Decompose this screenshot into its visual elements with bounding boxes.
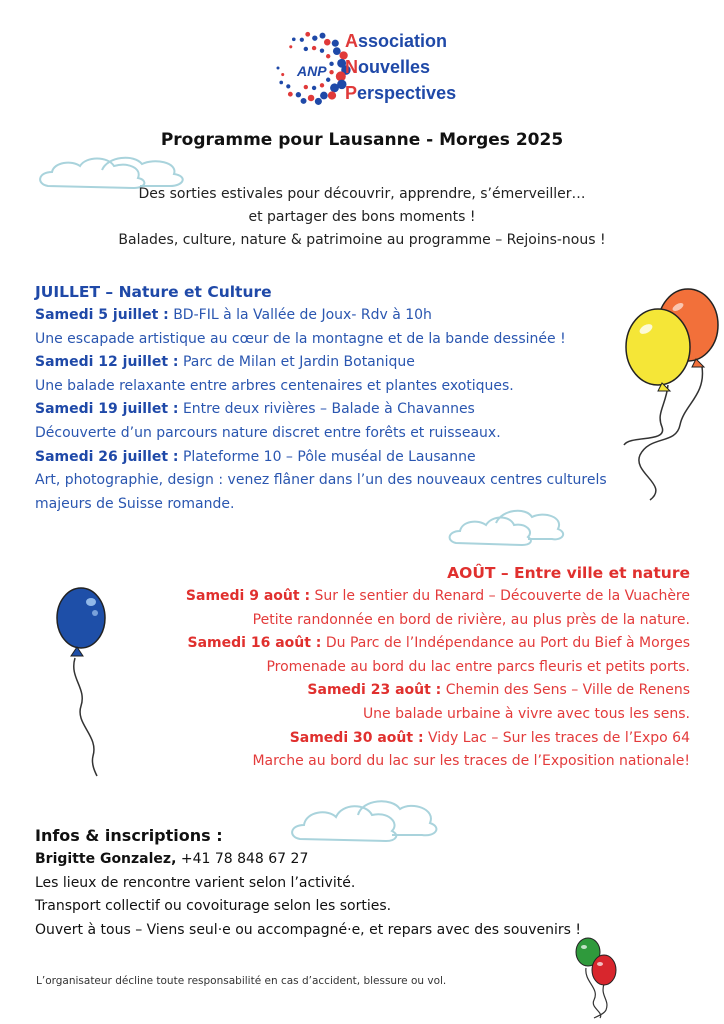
- disclaimer: L’organisateur décline toute responsabilité en cas d’accident, blessure ou vol.: [36, 975, 447, 987]
- contact-phone: +41 78 848 67 27: [176, 851, 309, 867]
- event-description: Marche au bord du lac sur les traces de l’Exposition nationale!: [252, 753, 690, 770]
- event-date: Samedi 5 juillet :: [35, 307, 169, 323]
- logo-wordmark: [345, 28, 456, 106]
- logo-dot: [330, 83, 339, 92]
- logo-dot: [315, 98, 322, 105]
- intro-line: Des sorties estivales pour découvrir, apprendre, s’émerveiller…: [138, 186, 586, 202]
- july-section: [35, 280, 685, 516]
- event-item: [70, 585, 690, 609]
- logo-dot: [320, 83, 324, 87]
- logo-dot: [329, 62, 333, 66]
- logo-dot: [312, 46, 316, 50]
- info-line: Ouvert à tous – Viens seul·e ou accompagné·e, et repars avec des souvenirs !: [35, 921, 582, 938]
- logo-dot: [281, 73, 284, 76]
- logo-dot: [305, 32, 310, 37]
- event-date: Samedi 9 août :: [185, 588, 311, 604]
- logo-dot: [320, 33, 326, 39]
- logo-dot: [304, 47, 308, 51]
- logo-line-1: Association: [345, 31, 448, 51]
- event-item: [35, 351, 685, 375]
- event-title: Plateforme 10 – Pôle muséal de Lausanne: [178, 448, 476, 465]
- logo-dot: [289, 45, 292, 48]
- logo-dot: [277, 67, 280, 70]
- logo-dot: [324, 39, 331, 46]
- event-title: Entre deux rivières – Balade à Chavannes: [178, 401, 475, 418]
- logo-dot: [326, 78, 330, 82]
- event-date: Samedi 30 août :: [289, 729, 424, 746]
- august-heading: AOÛT – Entre ville et nature: [447, 564, 690, 582]
- intro-text: [0, 183, 724, 252]
- event-date: Samedi 23 août :: [307, 682, 442, 699]
- event-title: Parc de Milan et Jardin Botanique: [178, 354, 415, 371]
- contact-name: Brigitte Gonzalez,: [35, 851, 177, 867]
- page-title: Programme pour Lausanne - Morges 2025: [160, 130, 564, 150]
- logo-abbr: ANP: [297, 63, 327, 79]
- logo-dot: [328, 91, 336, 99]
- green-red-balloons-illustration: [570, 938, 630, 1018]
- logo-line-2: Nouvelles: [345, 57, 431, 77]
- event-title: BD-FIL à la Vallée de Joux- Rdv à 10h: [168, 307, 432, 323]
- event-date: Samedi 16 août :: [187, 635, 322, 652]
- info-line: Transport collectif ou covoiturage selon les sorties.: [35, 898, 392, 914]
- logo-dot: [320, 48, 324, 52]
- event-title: Du Parc de l’Indépendance au Port du Bief à Morges: [321, 635, 690, 652]
- event-title: Vidy Lac – Sur les traces de l’Expo 64: [423, 729, 690, 746]
- event-item: [35, 398, 685, 422]
- event-item: [35, 446, 685, 470]
- info-line: Les lieux de rencontre varient selon l’activité.: [35, 874, 356, 891]
- event-date: Samedi 26 juillet :: [35, 448, 179, 465]
- logo-dot: [292, 37, 296, 41]
- logo-line-3: Perspectives: [345, 83, 457, 103]
- logo-dot: [320, 92, 328, 100]
- logo-dot: [288, 92, 293, 97]
- event-title: Chemin des Sens – Ville de Renens: [441, 682, 690, 699]
- contact-line: [35, 848, 695, 872]
- event-title: Sur le sentier du Renard – Découverte de la Vuachère: [310, 588, 690, 604]
- july-heading: JUILLET – Nature et Culture: [35, 283, 272, 301]
- event-item: [70, 727, 690, 751]
- event-description: Art, photographie, design : venez flâner dans l’un des nouveaux centres culturels majeurs de Suisse romande.: [35, 472, 607, 512]
- logo-dot: [304, 85, 308, 89]
- event-description: Promenade au bord du lac entre parcs fleuris et petits ports.: [266, 658, 690, 675]
- event-description: Une escapade artistique au cœur de la montagne et de la bande dessinée !: [35, 330, 566, 347]
- logo-dot: [326, 54, 330, 58]
- event-description: Une balade urbaine à vivre avec tous les sens.: [362, 705, 690, 722]
- event-item: [70, 679, 690, 703]
- event-item: [70, 632, 690, 656]
- event-date: Samedi 12 juillet :: [35, 354, 179, 371]
- event-description: Une balade relaxante entre arbres centenaires et plantes exotiques.: [35, 377, 514, 394]
- event-date: Samedi 19 juillet :: [35, 401, 179, 418]
- event-description: Découverte d’un parcours nature discret entre forêts et ruisseaux.: [35, 424, 501, 441]
- intro-line: Balades, culture, nature & patrimoine au programme – Rejoins-nous !: [118, 232, 606, 248]
- logo-dot: [301, 98, 307, 104]
- infos-section: [35, 824, 695, 942]
- logo-dot: [312, 86, 316, 90]
- logo-dot: [332, 40, 339, 47]
- logo-dot: [300, 38, 304, 42]
- event-description: Petite randonnée en bord de rivière, au plus près de la nature.: [252, 611, 690, 628]
- logo-dot: [333, 47, 341, 55]
- infos-heading: Infos & inscriptions :: [35, 826, 223, 845]
- event-item: [35, 304, 685, 328]
- logo-dot: [279, 81, 283, 85]
- logo-dot: [308, 95, 315, 102]
- logo-dot: [286, 84, 290, 88]
- intro-line: et partager des bons moments !: [248, 209, 476, 225]
- logo-dot: [296, 92, 301, 97]
- logo-dot: [312, 35, 317, 40]
- logo-dot: [329, 70, 333, 74]
- august-section: [70, 561, 690, 774]
